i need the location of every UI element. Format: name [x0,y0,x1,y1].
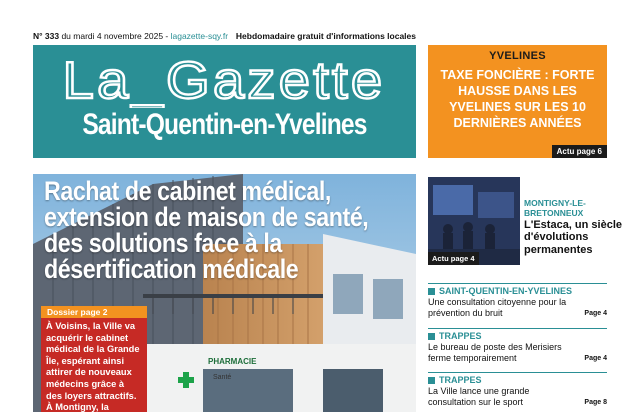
clinic-sign: Santé [213,374,232,381]
brief-kicker: SAINT-QUENTIN-EN-YVELINES [439,286,573,296]
promo-page-ref: Actu page 6 [552,145,607,158]
masthead-subtitle: Saint-Quentin-en-Yvelines [82,108,367,141]
bullet-square-icon [428,288,435,295]
issue-info [33,29,228,43]
newspaper-logo [33,48,416,108]
brief-page-ref: Page 4 [584,355,607,362]
side-story-title[interactable]: L'Estaca, un siècle d'évolutions permanentes [524,219,622,256]
website-link[interactable]: lagazette-sqy.fr [170,31,229,41]
promo-headline[interactable]: TAXE FONCIÈRE : FORTE HAUSSE DANS LES YVELINES SUR LES 10 DERNIÈRES ANNÉES [440,68,595,130]
bullet-square-icon [428,377,435,384]
logo-wordmark: La_Gazette [62,51,386,108]
side-story[interactable] [524,198,624,256]
pharmacy-sign: PHARMACIE [208,357,257,366]
brief-text[interactable]: Une consultation citoyenne pour la prévention du bruit [428,297,567,318]
brief-kicker: TRAPPES [439,375,482,385]
brief-page-ref: Page 8 [584,399,607,406]
brief-kicker: TRAPPES [439,331,482,341]
issue-number: N° 333 [33,31,60,41]
promo-kicker: YVELINES [489,50,546,62]
side-story-photo [428,177,520,265]
dossier-page-ref: Dossier page 2 [41,306,147,318]
brief-text[interactable]: Le bureau de poste des Merisiers ferme temporairement [428,342,562,363]
promo-box[interactable] [428,45,607,158]
brief-text[interactable]: La Ville lance une grande consultation sur le sport [428,386,530,407]
side-story-city: MONTIGNY-LE-BRETONNEUX [524,198,586,218]
brief-item[interactable] [428,372,607,407]
masthead [33,45,416,158]
publication-tagline: Hebdomadaire gratuit d'informations locales [235,31,416,41]
brief-item[interactable] [428,328,607,363]
brief-item[interactable] [428,283,607,318]
main-story-lead: À Voisins, la Ville va acquérir le cabinet médical de la Grande Île, espérant ainsi attirer de nouveaux médecins grâce à des loyers attractifs. À Montigny, la [41,318,147,412]
main-story-headline[interactable]: Rachat de cabinet médical, extension de maison de santé, des solutions face à la désertification médicale [44,176,369,284]
side-photo-caption: Actu page 4 [428,252,479,265]
issue-info-bar [33,29,416,43]
issue-date: du mardi 4 novembre 2025 - [59,31,171,41]
bullet-square-icon [428,333,435,340]
brief-page-ref: Page 4 [584,310,607,317]
